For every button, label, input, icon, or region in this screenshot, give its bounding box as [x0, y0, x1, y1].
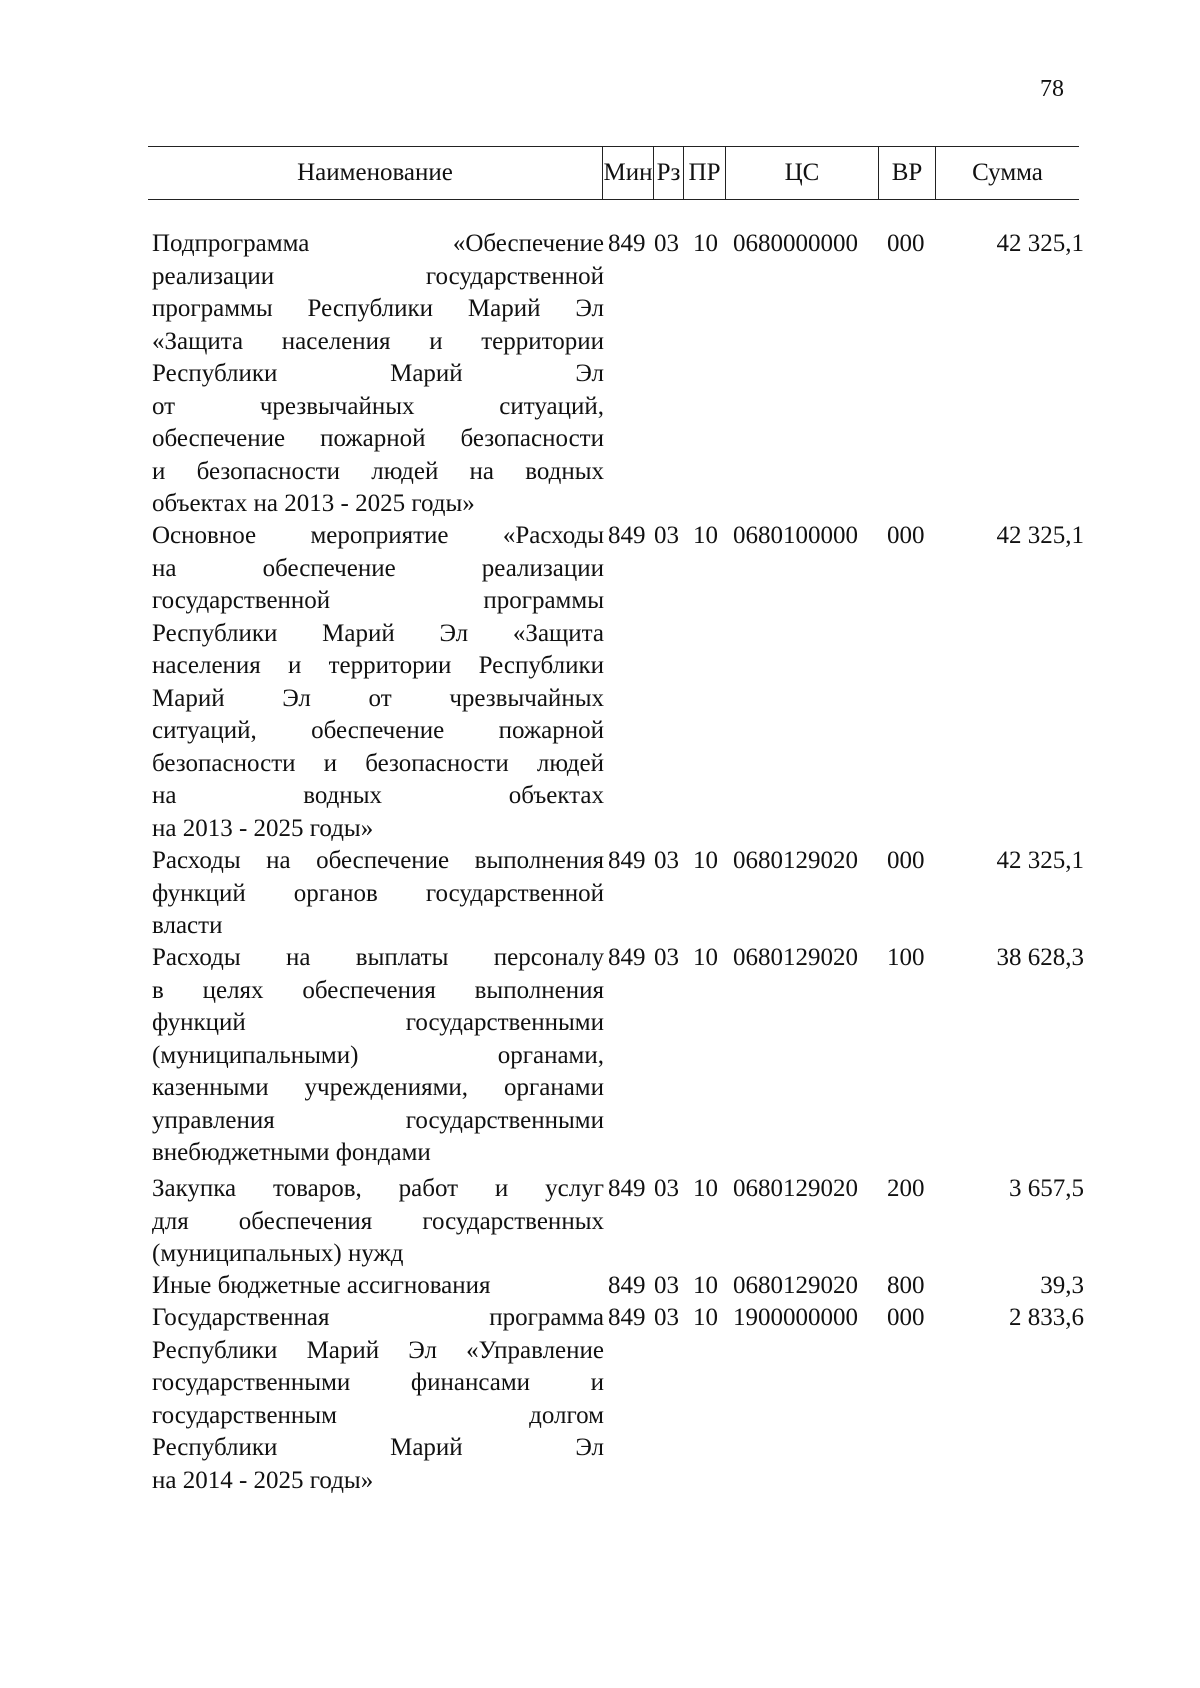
row-name-line: Расходы на выплаты персоналу — [152, 944, 604, 971]
row-name-line: Республики Марий Эл «Управление — [152, 1336, 604, 1364]
row-name-line: Основное мероприятие «Расходы — [152, 522, 604, 549]
row-sum: 3 657,5 — [1009, 1175, 1084, 1202]
row-name — [152, 1270, 604, 1303]
row-pr: 10 — [693, 1272, 718, 1299]
row-min: 849 — [608, 1304, 646, 1331]
row-min: 849 — [608, 1175, 646, 1202]
page-number: 78 — [1040, 76, 1064, 102]
row-rz: 03 — [654, 230, 679, 257]
row-name-line: казенными учреждениями, органами — [152, 1074, 604, 1101]
row-name-line: и безопасности людей на водных — [152, 457, 604, 485]
row-vr: 000 — [887, 847, 925, 874]
row-name — [152, 942, 604, 1170]
row-rz: 03 — [654, 847, 679, 874]
header-sum: Сумма — [935, 147, 1079, 199]
row-name-line: населения и территории Республики — [152, 652, 604, 679]
row-cs: 1900000000 — [733, 1304, 858, 1331]
row-pr: 10 — [693, 230, 718, 257]
header-min: Мин — [602, 147, 653, 199]
row-name-line: Иные бюджетные ассигнования — [152, 1272, 491, 1299]
row-rz: 03 — [654, 1304, 679, 1331]
row-pr: 10 — [693, 1304, 718, 1331]
row-sum: 42 325,1 — [996, 847, 1084, 874]
row-name-line: обеспечение пожарной безопасности — [152, 425, 604, 452]
row-name — [152, 845, 604, 943]
row-min: 849 — [608, 847, 646, 874]
row-vr: 100 — [887, 944, 925, 971]
row-sum: 42 325,1 — [996, 230, 1084, 257]
row-name-line: объектах на 2013 - 2025 годы» — [152, 490, 475, 517]
row-sum: 39,3 — [1040, 1272, 1084, 1299]
row-name-line: государственным долгом — [152, 1401, 604, 1429]
row-name-line: внебюджетными фондами — [152, 1139, 431, 1166]
row-min: 849 — [608, 1272, 646, 1299]
row-vr: 000 — [887, 522, 925, 549]
row-cs: 0680129020 — [733, 1272, 858, 1299]
row-cs: 0680129020 — [733, 847, 858, 874]
row-name — [152, 228, 604, 521]
row-name-line: Расходы на обеспечение выполнения — [152, 847, 604, 874]
row-name-line: от чрезвычайных ситуаций, — [152, 392, 604, 420]
row-rz: 03 — [654, 1175, 679, 1202]
header-name: Наименование — [297, 159, 453, 186]
row-name-line: «Защита населения и территории — [152, 327, 604, 355]
row-sum: 2 833,6 — [1009, 1304, 1084, 1331]
header-vr: ВР — [878, 147, 935, 199]
row-name-line: Республики Марий Эл — [152, 1434, 604, 1461]
row-name-line: на 2014 - 2025 годы» — [152, 1466, 374, 1494]
header-rz: Рз — [653, 147, 683, 199]
row-vr: 200 — [887, 1175, 925, 1202]
row-name — [152, 520, 604, 845]
row-name-line: Республики Марий Эл — [152, 360, 604, 387]
row-rz: 03 — [654, 1272, 679, 1299]
row-min: 849 — [608, 230, 646, 257]
row-name-line: функций органов государственной — [152, 879, 604, 907]
row-vr: 000 — [887, 230, 925, 257]
row-vr: 000 — [887, 1304, 925, 1331]
row-name-line: функций государственными — [152, 1009, 604, 1036]
row-name-line: (муниципальными) органами, — [152, 1041, 604, 1069]
table-header — [148, 146, 1079, 200]
row-name-line: в целях обеспечения выполнения — [152, 976, 604, 1004]
row-pr: 10 — [693, 944, 718, 971]
row-name-line: государственной программы — [152, 587, 604, 614]
row-name — [152, 1302, 604, 1497]
row-cs: 0680129020 — [733, 1175, 858, 1202]
row-name-line: ситуаций, обеспечение пожарной — [152, 717, 604, 744]
row-sum: 38 628,3 — [996, 944, 1084, 971]
row-name-line: на обеспечение реализации — [152, 554, 604, 582]
row-name-line: Республики Марий Эл «Защита — [152, 619, 604, 647]
row-min: 849 — [608, 944, 646, 971]
row-cs: 0680100000 — [733, 522, 858, 549]
row-name-line: (муниципальных) нужд — [152, 1240, 404, 1267]
row-sum: 42 325,1 — [996, 522, 1084, 549]
row-name-line: для обеспечения государственных — [152, 1207, 604, 1235]
row-pr: 10 — [693, 1175, 718, 1202]
header-cs: ЦС — [725, 147, 878, 199]
header-pr: ПР — [683, 147, 725, 199]
row-name-line: программы Республики Марий Эл — [152, 295, 604, 322]
row-name-line: на водных объектах — [152, 782, 604, 809]
row-name-line: Марий Эл от чрезвычайных — [152, 684, 604, 712]
row-vr: 800 — [887, 1272, 925, 1299]
row-cs: 0680129020 — [733, 944, 858, 971]
row-name-line: государственными финансами и — [152, 1369, 604, 1396]
row-rz: 03 — [654, 944, 679, 971]
row-rz: 03 — [654, 522, 679, 549]
row-name-line: Закупка товаров, работ и услуг — [152, 1175, 604, 1202]
row-name-line: управления государственными — [152, 1106, 604, 1134]
row-name-line: Государственная программа — [152, 1304, 604, 1331]
row-name-line: власти — [152, 912, 223, 939]
row-cs: 0680000000 — [733, 230, 858, 257]
row-pr: 10 — [693, 522, 718, 549]
row-name-line: безопасности и безопасности людей — [152, 749, 604, 777]
row-name — [152, 1173, 604, 1271]
row-min: 849 — [608, 522, 646, 549]
row-name-line: Подпрограмма «Обеспечение — [152, 230, 604, 257]
row-pr: 10 — [693, 847, 718, 874]
row-name-line: реализации государственной — [152, 262, 604, 290]
row-name-line: на 2013 - 2025 годы» — [152, 814, 374, 842]
